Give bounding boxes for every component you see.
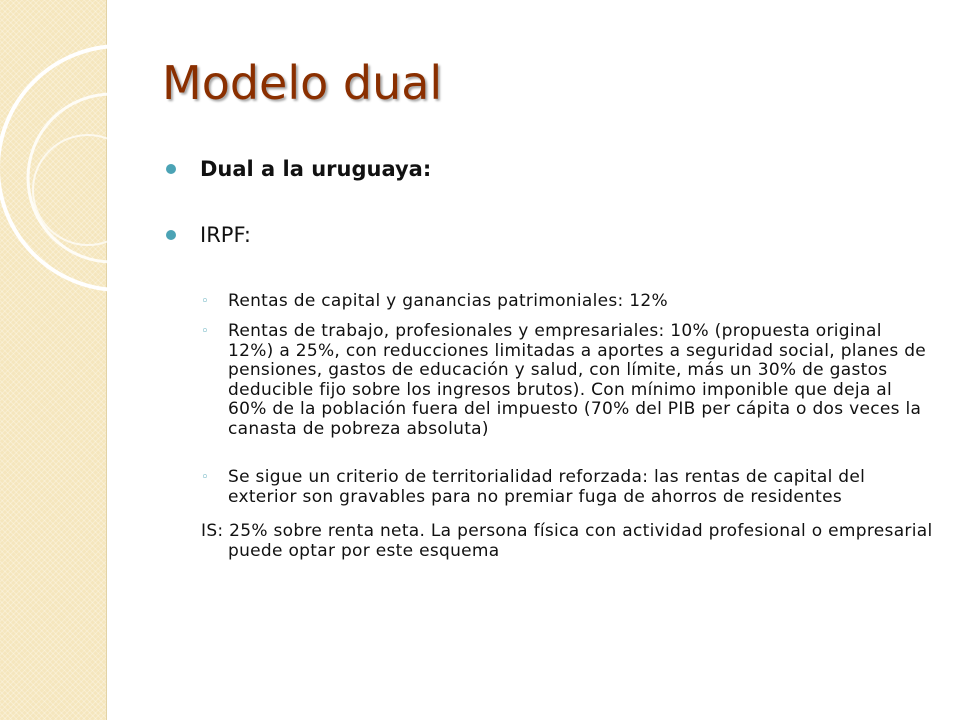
slide-title: Modelo dual	[162, 56, 443, 110]
subbullet-text: Se sigue un criterio de territorialidad reforzada: las rentas de capital del exterior son gravables para no premiar fuga de ahorros de residentes	[228, 467, 866, 507]
subbullet-item	[201, 468, 931, 507]
subbullet-text: Rentas de capital y ganancias patrimoniales: 12%	[228, 291, 668, 311]
bullet-text: IRPF:	[200, 223, 251, 247]
bullet-text: Dual a la uruguaya:	[200, 157, 432, 181]
decorative-side-band	[0, 0, 107, 720]
bullet-dot-icon	[166, 164, 176, 174]
subbullet-text: Rentas de trabajo, profesionales y empresariales: 10% (propuesta original 12%) a 25%, con reducciones limitadas a aportes a seguridad social, planes de pensiones, gastos de educación y salud, con límite, más un 30% de gastos deducible fijo sobre los ingresos brutos). Con mínimo imponible que deja al 60% de la población fuera del impuesto (70% del PIB per cápita o dos veces la canasta de pobreza absoluta)	[228, 321, 927, 439]
subbullet-item	[201, 322, 931, 439]
subbullet-circle-icon: ◦	[201, 294, 209, 309]
bullet-dot-icon	[166, 230, 176, 240]
subbullet-circle-icon: ◦	[201, 324, 209, 339]
subbullet-item	[201, 292, 931, 312]
body-paragraph: IS: 25% sobre renta neta. La persona física con actividad profesional o empresarial puede optar por este esquema	[201, 521, 933, 561]
subbullet-circle-icon: ◦	[201, 470, 209, 485]
